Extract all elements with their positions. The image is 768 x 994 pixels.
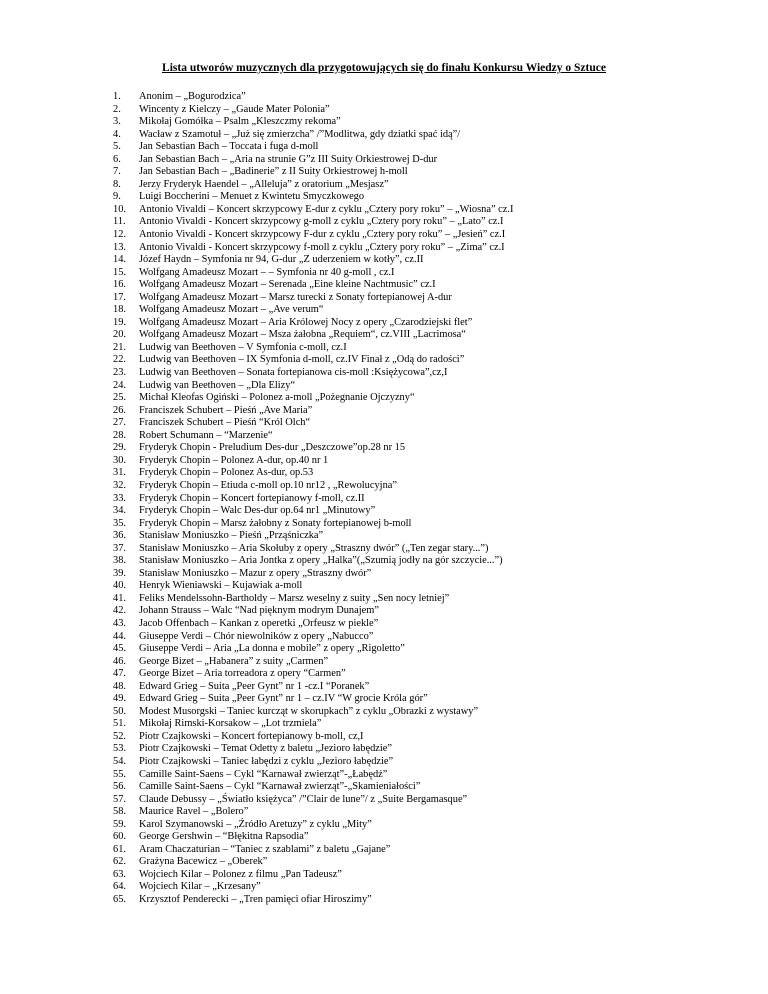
list-item <box>113 154 733 167</box>
list-item-number: 46. <box>113 655 126 667</box>
list-item-number: 11. <box>113 216 126 228</box>
list-item-text: Aram Chaczaturian – “Taniec z szablami” z baletu „Gajane” <box>139 843 391 855</box>
list-item-number: 51. <box>113 718 126 730</box>
list-item <box>113 166 733 179</box>
list-item-number: 49. <box>113 693 126 705</box>
list-item-number: 9. <box>113 191 121 203</box>
list-item-number: 24. <box>113 379 126 391</box>
list-item <box>113 129 733 142</box>
list-item-text: Piotr Czajkowski – Koncert fortepianowy b-moll, cz,I <box>139 730 364 742</box>
list-item-number: 19. <box>113 316 126 328</box>
list-item-number: 16. <box>113 279 126 291</box>
list-item-number: 32. <box>113 479 126 491</box>
list-item <box>113 229 733 242</box>
list-item <box>113 242 733 255</box>
list-item-text: Anonim – „Bogurodzica” <box>139 91 246 102</box>
list-item <box>113 467 733 480</box>
list-item-number: 62. <box>113 856 126 868</box>
list-item <box>113 505 733 518</box>
list-item-number: 36. <box>113 530 126 542</box>
list-item-number: 64. <box>113 881 126 893</box>
list-item-text: Stanisław Moniuszko – Aria Jontka z opery „Halka”(„Szumią jodły na gór szczycie...”) <box>139 555 503 567</box>
list-item-number: 31. <box>113 467 126 479</box>
list-item-text: Piotr Czajkowski – Temat Odetty z baletu „Jezioro łabędzie” <box>139 743 392 755</box>
list-item <box>113 643 733 656</box>
list-item-text: Wacław z Szamotuł – „Już się zmierzcha” /”Modlitwa, gdy dziatki spać idą”/ <box>139 128 461 140</box>
list-item <box>113 555 733 568</box>
list-item-text: Luigi Boccherini – Menuet z Kwintetu Smyczkowego <box>139 191 365 203</box>
list-item-number: 33. <box>113 492 126 504</box>
list-item <box>113 844 733 857</box>
list-item-text: Mikołaj Gomółka – Psalm „Kleszczmy rekoma” <box>139 116 341 128</box>
list-item-text: Maurice Ravel – „Bolero” <box>139 806 249 818</box>
list-item <box>113 367 733 380</box>
list-item <box>113 530 733 543</box>
list-item-text: Wolfgang Amadeusz Mozart – Serenada „Eine kleine Nachtmusic” cz.I <box>139 279 436 291</box>
list-item-text: Jacob Offenbach – Kankan z operetki „Orfeusz w piekle” <box>139 617 379 629</box>
list-item <box>113 493 733 506</box>
list-item-number: 13. <box>113 241 126 253</box>
list-item <box>113 179 733 192</box>
list-item-number: 56. <box>113 781 126 793</box>
list-item-number: 60. <box>113 831 126 843</box>
list-item-text: Camille Saint-Saens – Cykl “Karnawał zwierząt”-„Skamieniałości” <box>139 781 421 793</box>
list-item <box>113 869 733 882</box>
list-item <box>113 455 733 468</box>
list-item-text: Wojciech Kilar – „Krzesany” <box>139 881 261 893</box>
list-item <box>113 781 733 794</box>
list-item-number: 48. <box>113 680 126 692</box>
list-item <box>113 631 733 644</box>
list-item <box>113 317 733 330</box>
list-item <box>113 718 733 731</box>
list-item-number: 7. <box>113 166 121 178</box>
list-item-text: Fryderyk Chopin – Polonez As-dur, op.53 <box>139 467 314 479</box>
list-item-text: Karol Szymanowski – „Źródło Aretuzy” z cyklu „Mity” <box>139 818 372 830</box>
list-item-number: 35. <box>113 517 126 529</box>
list-item-number: 63. <box>113 868 126 880</box>
list-item-number: 40. <box>113 580 126 592</box>
list-item-number: 22. <box>113 354 126 366</box>
list-item-number: 18. <box>113 304 126 316</box>
list-item <box>113 354 733 367</box>
list-item-text: Fryderyk Chopin – Walc Des-dur op.64 nr1 „Minutowy” <box>139 505 376 517</box>
list-item-text: Grażyna Bacewicz – „Oberek” <box>139 856 268 868</box>
list-item-text: Piotr Czajkowski – Taniec łabędzi z cyklu „Jezioro łabędzie” <box>139 755 394 767</box>
list-item-number: 54. <box>113 755 126 767</box>
list-item-text: Camille Saint-Saens – Cykl “Karnawał zwierząt”-„Łabędź” <box>139 768 388 780</box>
list-item-text: Antonio Vivaldi – Koncert skrzypcowy E-dur z cyklu „Cztery pory roku” – „Wiosna” cz.I <box>139 203 514 215</box>
list-item <box>113 417 733 430</box>
list-item-number: 55. <box>113 768 126 780</box>
list-item-text: George Gershwin – “Błękitna Rapsodia” <box>139 831 309 843</box>
list-item-text: Johann Strauss – Walc “Nad pięknym modrym Dunajem” <box>139 605 379 617</box>
list-item-number: 30. <box>113 454 126 466</box>
list-item-number: 29. <box>113 442 126 454</box>
document-title: Lista utworów muzycznych dla przygotowujących się do finału Konkursu Wiedzy o Sztuce <box>162 62 606 74</box>
list-item-number: 34. <box>113 505 126 517</box>
list-item <box>113 731 733 744</box>
list-item-number: 25. <box>113 392 126 404</box>
list-item-text: Claude Debussy – „Światło księżyca” /”Clair de lune”/ z „Suite Bergamasque” <box>139 793 468 805</box>
list-item-number: 43. <box>113 617 126 629</box>
list-item <box>113 543 733 556</box>
list-item-number: 15. <box>113 266 126 278</box>
list-item <box>113 668 733 681</box>
list-item <box>113 405 733 418</box>
list-item <box>113 806 733 819</box>
list-item <box>113 392 733 405</box>
list-item-number: 44. <box>113 630 126 642</box>
list-item-text: Feliks Mendelssohn-Bartholdy – Marsz weselny z suity „Sen nocy letniej” <box>139 592 450 604</box>
list-item-text: Fryderyk Chopin – Marsz żałobny z Sonaty fortepianowej b-moll <box>139 517 412 529</box>
list-item-text: Franciszek Schubert – Pieśń “Król Olch“ <box>139 417 311 429</box>
list-item-text: Wincenty z Kielczy – „Gaude Mater Polonia” <box>139 103 330 115</box>
list-item <box>113 204 733 217</box>
list-item <box>113 831 733 844</box>
list-item <box>113 216 733 229</box>
list-item-text: Jan Sebastian Bach – „Badinerie” z II Suity Orkiestrowej h-moll <box>139 166 408 178</box>
list-item <box>113 267 733 280</box>
list-item-text: Henryk Wieniawski – Kujawiak a-moll <box>139 580 303 592</box>
list-item-text: Mikołaj Rimski-Korsakow – „Lot trzmiela” <box>139 718 322 730</box>
list-item-number: 61. <box>113 843 126 855</box>
list-item-number: 28. <box>113 429 126 441</box>
list-item-number: 20. <box>113 329 126 341</box>
list-item <box>113 91 733 104</box>
list-item-text: Giuseppe Verdi – Chór niewolników z opery „Nabucco” <box>139 630 374 642</box>
list-item-number: 45. <box>113 643 126 655</box>
list-item-text: Ludwig van Beethoven – V Symfonia c-moll, cz.I <box>139 341 347 353</box>
list-item-number: 5. <box>113 141 121 153</box>
list-item-text: Józef Haydn – Symfonia nr 94, G-dur „Z uderzeniem w kotły”, cz.II <box>139 254 424 266</box>
list-item-text: Michał Kleofas Ogiński – Polonez a-moll „Pożegnanie Ojczyzny“ <box>139 392 415 404</box>
list-item <box>113 430 733 443</box>
list-item-text: Wolfgang Amadeusz Mozart – Aria Królowej Nocy z opery „Czarodziejski flet” <box>139 316 473 328</box>
list-item <box>113 292 733 305</box>
list-item-text: Antonio Vivaldi - Koncert skrzypcowy g-moll z cyklu „Cztery pory roku” – „Lato” cz.I <box>139 216 504 228</box>
list-item-text: Giuseppe Verdi – Aria „La donna e mobile” z opery „Rigoletto” <box>139 643 405 655</box>
list-item <box>113 743 733 756</box>
list-item <box>113 518 733 531</box>
list-item-number: 21. <box>113 341 126 353</box>
list-item-number: 42. <box>113 605 126 617</box>
list-item-text: Wolfgang Amadeusz Mozart – – Symfonia nr 40 g-moll , cz.I <box>139 266 395 278</box>
list-item-number: 26. <box>113 404 126 416</box>
list-item-text: Stanisław Moniuszko – Aria Skołuby z opery „Straszny dwór” („Ten zegar stary...”) <box>139 542 489 554</box>
list-item-text: Jerzy Fryderyk Haendel – „Alleluja” z oratorium „Mesjasz” <box>139 178 389 190</box>
list-item <box>113 593 733 606</box>
list-item <box>113 894 733 907</box>
list-item <box>113 116 733 129</box>
list-item <box>113 254 733 267</box>
list-item-number: 6. <box>113 153 121 165</box>
list-item-text: George Bizet – „Habanera” z suity „Carmen” <box>139 655 329 667</box>
list-item <box>113 856 733 869</box>
list-item <box>113 618 733 631</box>
list-item-number: 27. <box>113 417 126 429</box>
list-item <box>113 881 733 894</box>
list-item <box>113 380 733 393</box>
list-item-text: Antonio Vivaldi - Koncert skrzypcowy f-moll z cyklu „Cztery pory roku” – „Zima” cz.I <box>139 241 505 253</box>
music-list <box>113 91 733 907</box>
list-item-number: 52. <box>113 730 126 742</box>
list-item <box>113 693 733 706</box>
list-item <box>113 141 733 154</box>
list-item <box>113 568 733 581</box>
list-item <box>113 342 733 355</box>
list-item-text: Robert Schumann – “Marzenie“ <box>139 429 273 441</box>
list-item-number: 1. <box>113 91 121 102</box>
list-item-number: 38. <box>113 555 126 567</box>
list-item-number: 50. <box>113 705 126 717</box>
list-item-number: 12. <box>113 229 126 241</box>
list-item <box>113 580 733 593</box>
list-item-text: Ludwig van Beethoven – IX Symfonia d-moll, cz.IV Finał z „Odą do radości” <box>139 354 465 366</box>
list-item <box>113 329 733 342</box>
list-item-text: Stanisław Moniuszko – Pieśń „Prząśniczka” <box>139 530 324 542</box>
list-item-number: 23. <box>113 367 126 379</box>
list-item <box>113 480 733 493</box>
list-item-text: Modest Musorgski – Taniec kurcząt w skorupkach” z cyklu „Obrazki z wystawy” <box>139 705 479 717</box>
list-item-number: 8. <box>113 178 121 190</box>
list-item-number: 59. <box>113 818 126 830</box>
list-item <box>113 819 733 832</box>
list-item-text: Fryderyk Chopin – Koncert fortepianowy f-moll, cz.II <box>139 492 365 504</box>
list-item <box>113 442 733 455</box>
list-item-text: Edward Grieg – Suita „Peer Gynt” nr 1 -cz.I “Poranek” <box>139 680 370 692</box>
list-item <box>113 706 733 719</box>
list-item-text: Ludwig van Beethoven – Sonata fortepianowa cis-moll :Księżycowa”,cz,I <box>139 367 448 379</box>
list-item-text: Wolfgang Amadeusz Mozart – Marsz turecki z Sonaty fortepianowej A-dur <box>139 291 452 303</box>
list-item-text: Ludwig van Beethoven – „Dla Elizy“ <box>139 379 296 391</box>
list-item-text: George Bizet – Aria torreadora z opery “Carmen” <box>139 668 346 680</box>
list-item-text: Franciszek Schubert – Pieśń „Ave Maria” <box>139 404 313 416</box>
list-item-text: Edward Grieg – Suita „Peer Gynt” nr 1 – cz.IV “W grocie Króla gór” <box>139 693 428 705</box>
list-item-number: 3. <box>113 116 121 128</box>
list-item-number: 65. <box>113 894 126 905</box>
list-item-text: Fryderyk Chopin - Preludium Des-dur „Deszczowe”op.28 nr 15 <box>139 442 406 454</box>
list-item <box>113 794 733 807</box>
list-item-text: Wojciech Kilar – Polonez z filmu „Pan Tadeusz” <box>139 868 342 880</box>
list-item-number: 57. <box>113 793 126 805</box>
list-item-number: 4. <box>113 128 121 140</box>
list-item-number: 14. <box>113 254 126 266</box>
list-item-text: Jan Sebastian Bach – Toccata i fuga d-moll <box>139 141 319 153</box>
list-item-number: 41. <box>113 592 126 604</box>
list-item-number: 53. <box>113 743 126 755</box>
list-item-text: Fryderyk Chopin – Polonez A-dur, op.40 nr 1 <box>139 454 329 466</box>
list-item-text: Krzysztof Penderecki – „Tren pamięci ofiar Hiroszimy” <box>139 894 372 905</box>
list-item-text: Fryderyk Chopin – Etiuda c-moll op.10 nr12 , „Rewolucyjna” <box>139 479 397 491</box>
list-item-text: Stanisław Moniuszko – Mazur z opery „Straszny dwór” <box>139 567 372 579</box>
list-item <box>113 656 733 669</box>
list-item-number: 10. <box>113 203 126 215</box>
list-item-text: Wolfgang Amadeusz Mozart – „Ave verum“ <box>139 304 324 316</box>
list-item-text: Wolfgang Amadeusz Mozart – Msza żałobna „Requiem“, cz.VIII „Lacrimosa“ <box>139 329 466 341</box>
list-item <box>113 104 733 117</box>
list-item-number: 37. <box>113 542 126 554</box>
list-item <box>113 279 733 292</box>
list-item-text: Antonio Vivaldi - Koncert skrzypcowy F-dur z cyklu „Cztery pory roku” – „Jesień” cz.I <box>139 229 506 241</box>
list-item-number: 2. <box>113 103 121 115</box>
list-item <box>113 769 733 782</box>
list-item <box>113 681 733 694</box>
list-item-number: 58. <box>113 806 126 818</box>
list-item-number: 47. <box>113 668 126 680</box>
list-item <box>113 191 733 204</box>
list-item <box>113 605 733 618</box>
list-item-number: 17. <box>113 291 126 303</box>
list-item <box>113 756 733 769</box>
list-item <box>113 304 733 317</box>
list-item-text: Jan Sebastian Bach – „Aria na strunie G”z III Suity Orkiestrowej D-dur <box>139 153 438 165</box>
list-item-number: 39. <box>113 567 126 579</box>
